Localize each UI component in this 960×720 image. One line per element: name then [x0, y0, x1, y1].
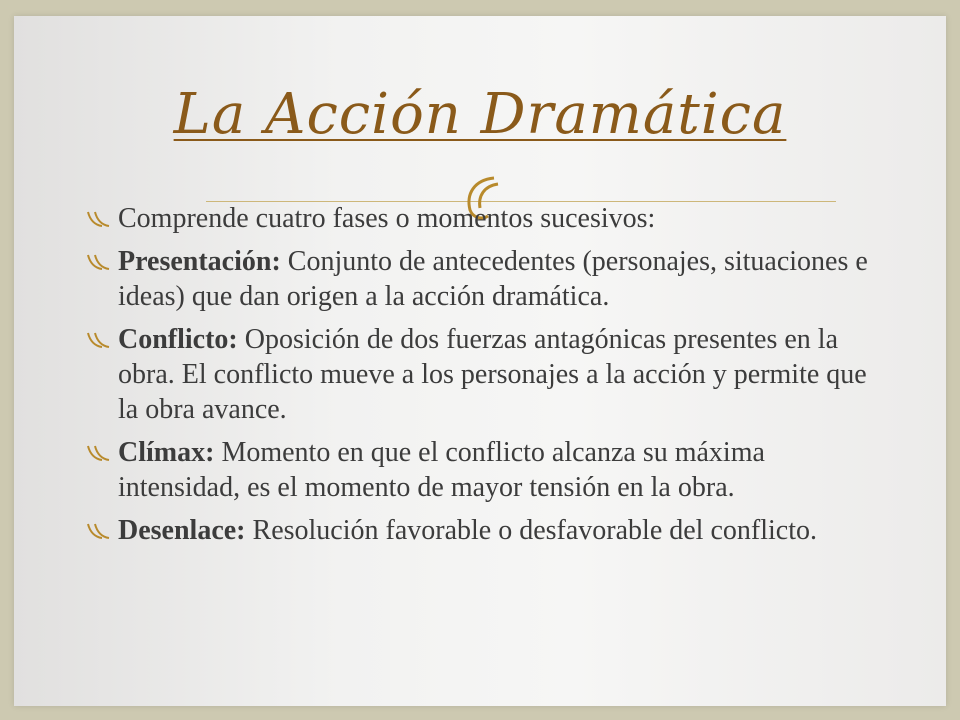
list-item: [86, 435, 876, 505]
bullet-text: Conjunto de antecedentes (personajes, situaciones e ideas) que dan origen a la acción dramática.: [118, 246, 868, 312]
list-item: [86, 201, 876, 236]
double-arc-bullet-icon: [86, 253, 112, 271]
double-arc-bullet-icon: [86, 522, 112, 540]
bullet-term: Conflicto:: [118, 324, 238, 355]
bullet-term: Desenlace:: [118, 515, 246, 546]
bullet-text: Resolución favorable o desfavorable del conflicto.: [245, 515, 817, 546]
list-item: [86, 244, 876, 314]
bullet-term: Clímax:: [118, 437, 215, 468]
list-item: [86, 322, 876, 427]
bullet-text: Comprende cuatro fases o momentos sucesivos:: [118, 203, 656, 234]
double-arc-bullet-icon: [86, 444, 112, 462]
bullet-text: Oposición de dos fuerzas antagónicas presentes en la obra. El conflicto mueve a los personajes a la acción y permite que la obra avance.: [118, 324, 867, 425]
bullet-list: [86, 201, 876, 556]
list-item: [86, 513, 876, 548]
bullet-term: Presentación:: [118, 246, 281, 277]
slide-title: La Acción Dramática: [173, 82, 787, 147]
double-arc-bullet-icon: [86, 210, 112, 228]
double-arc-bullet-icon: [86, 331, 112, 349]
bullet-text: Momento en que el conflicto alcanza su máxima intensidad, es el momento de mayor tensión en la obra.: [118, 437, 765, 503]
